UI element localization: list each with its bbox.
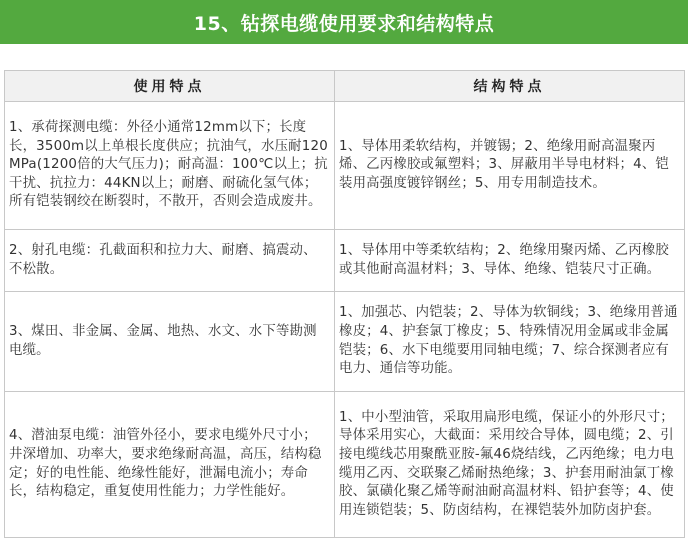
usage-cell: 2、射孔电缆：孔截面积和拉力大、耐磨、搞震动、不松散。 xyxy=(5,230,335,292)
table-row xyxy=(5,392,685,538)
cable-spec-table xyxy=(4,70,685,538)
structure-cell: 1、导体用柔软结构，并镀锡；2、绝缘用耐高温聚丙烯、乙丙橡胶或氟塑料；3、屏蔽用半导电材料；4、铠装用高强度镀锌钢丝；5、用专用制造技术。 xyxy=(335,102,685,230)
column-header-usage: 使用特点 xyxy=(5,71,335,102)
structure-cell: 1、加强芯、内铠装；2、导体为软铜线；3、绝缘用普通橡皮；4、护套氯丁橡皮；5、特殊情况用金属或非金属铠装；6、水下电缆要用同轴电缆；7、综合探测者应有电力、通信等功能。 xyxy=(335,292,685,392)
title-banner xyxy=(0,0,688,44)
usage-cell: 1、承荷探测电缆：外径小通常12mm以下；长度长，3500m以上单根长度供应；抗油气，水压耐120MPa(1200倍的大气压力)；耐高温：100℃以上；抗干扰、抗拉力：44KN以上；耐磨、耐硫化氢气体；所有铠装钢绞在断裂时，不散开，否则会造成废井。 xyxy=(5,102,335,230)
table-row xyxy=(5,292,685,392)
usage-cell: 4、潜油泵电缆：油管外径小，要求电缆外尺寸小；井深增加、功率大，要求绝缘耐高温，高压，结构稳定；好的电性能、绝缘性能好，泄漏电流小；寿命长，结构稳定，重复使用性能力；力学性能好。 xyxy=(5,392,335,538)
table-row xyxy=(5,102,685,230)
structure-cell: 1、中小型油管，采取用扁形电缆，保证小的外形尺寸；导体采用实心，大截面：采用绞合导体，圆电缆；2、引接电缆线芯用聚酰亚胺-氟46烧结线，乙丙绝缘；电力电缆用乙丙、交联聚乙烯耐热绝缘；3、护套用耐油氯丁橡胶、氯磺化聚乙烯等耐油耐高温材料、铅护套等；4、使用连锁铠装；5、防卤结构，在裸铠装外加防卤护套。 xyxy=(335,392,685,538)
page-title: 15、钻探电缆使用要求和结构特点 xyxy=(193,12,495,35)
table-header-row xyxy=(5,71,685,102)
column-header-structure: 结构特点 xyxy=(335,71,685,102)
usage-cell: 3、煤田、非金属、金属、地热、水文、水下等勘测电缆。 xyxy=(5,292,335,392)
structure-cell: 1、导体用中等柔软结构；2、绝缘用聚丙烯、乙丙橡胶或其他耐高温材料；3、导体、绝缘、铠装尺寸正确。 xyxy=(335,230,685,292)
table-row xyxy=(5,230,685,292)
